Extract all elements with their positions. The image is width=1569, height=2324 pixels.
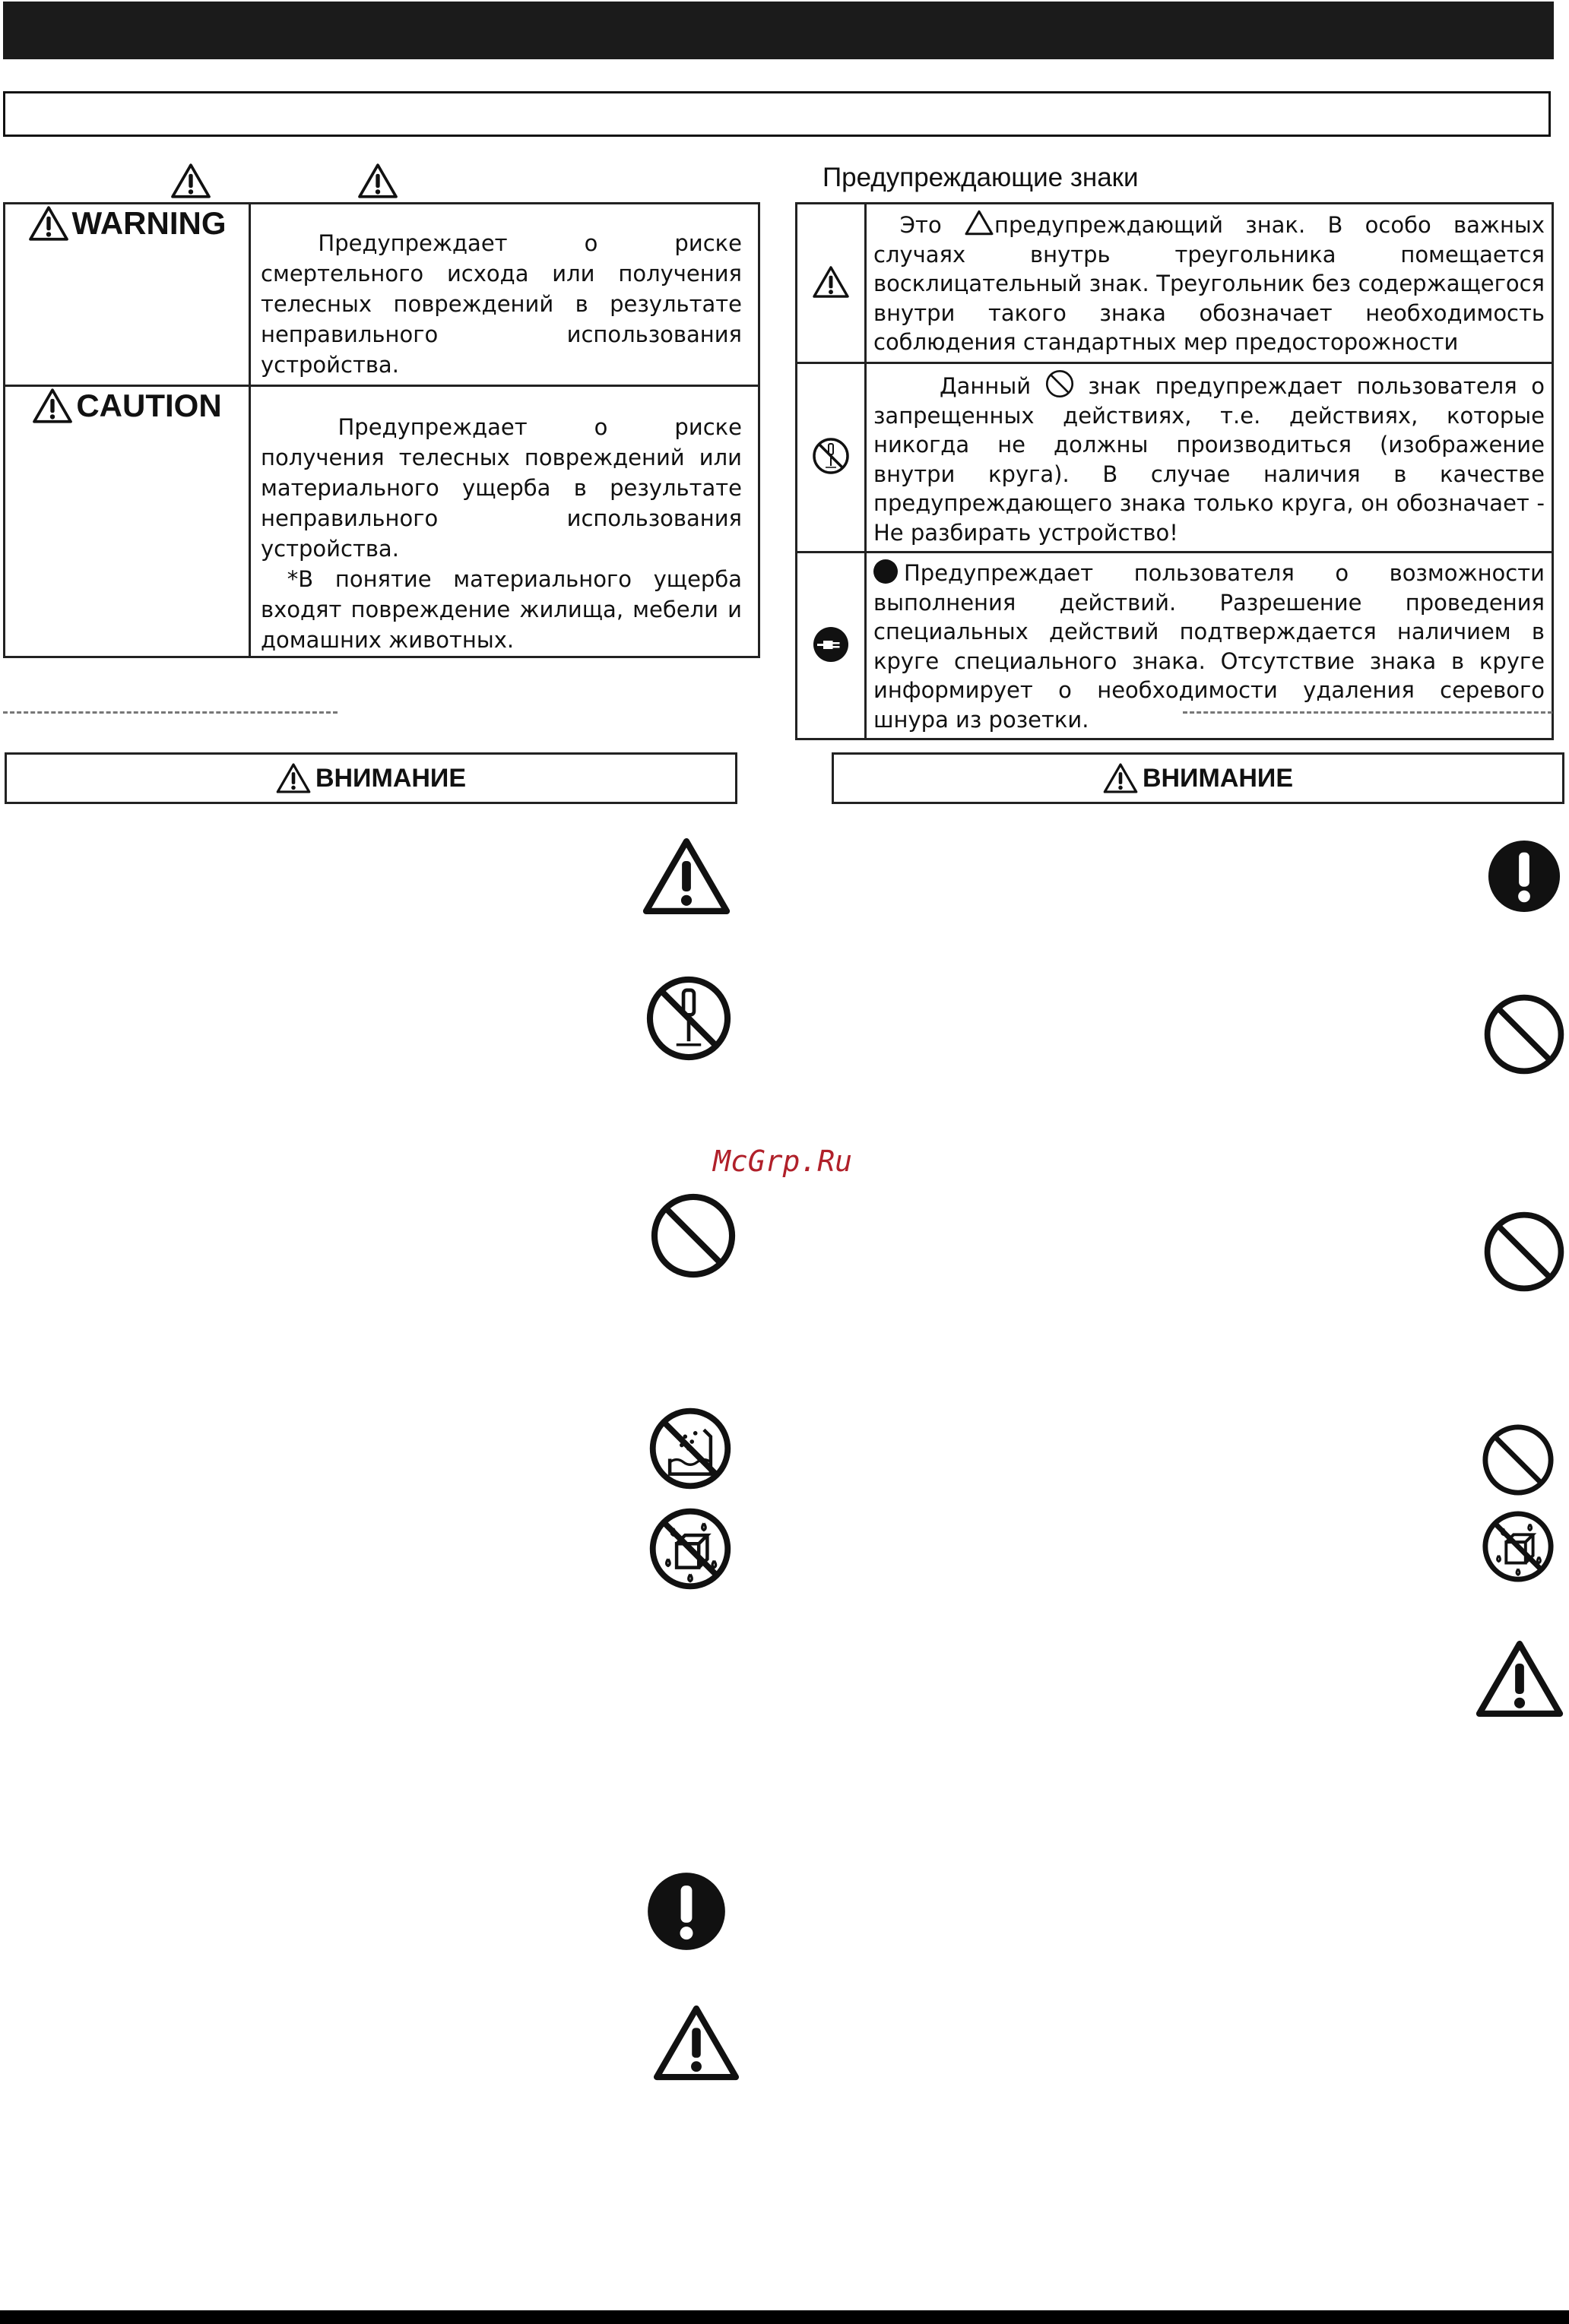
attention-box-left <box>5 752 737 804</box>
caution-desc-cell <box>250 386 759 657</box>
separator-right <box>1183 711 1552 714</box>
circle-sign-text: знак предупреждает пользователя о запрещенных действиях, т.е. действиях, которые никогда не должны производиться (изображение внутри круга). В случае наличия в качестве предупреждающего знака только круга, он обозначает - Не разбирать устройство! <box>873 373 1545 546</box>
circle-sign-text-start: Данный <box>940 373 1032 399</box>
warning-triangle-icon <box>1475 1639 1564 1719</box>
triangle-outline-icon <box>964 210 994 236</box>
no-wet-icon <box>648 1506 733 1591</box>
signs-heading: Предупреждающие знаки <box>823 163 1139 192</box>
warning-description: Предупреждает о риске смертельного исхода или получения телесных повреждений в результате неправильного использования устройства. <box>261 230 742 378</box>
attention-title-left: ВНИМАНИЕ <box>315 763 467 793</box>
warning-triangle-icon <box>642 836 731 917</box>
caution-label: CAUTION <box>76 388 222 423</box>
warning-label: WARNING <box>71 205 227 241</box>
triangle-sign-text: предупреждающий знак. В особо важных случаях внутрь треугольника помещается восклицательный знак. Треугольник без содержащегося внутри такого знака обозначает необходимость соблюдения стандартных мер предосторожности <box>873 212 1545 355</box>
caution-note: *В понятие материального ущерба входят повреждение жилища, мебели и домашних животных. <box>261 566 742 653</box>
filled-sign-text: Предупреждает пользователя о возможности выполнения действий. Разрешение проведения специальных действий подтверждается наличием в круге специального знака. Отсутствие знака в круге информирует о необходимости удаления серевого шнура из розетки. <box>873 560 1545 733</box>
warning-triangle-icon <box>28 205 69 242</box>
warning-triangle-icon <box>812 265 850 299</box>
no-disassemble-icon <box>645 974 733 1062</box>
circle-sign-cell <box>866 363 1553 553</box>
warning-triangle-icon <box>357 163 398 199</box>
attention-title-right: ВНИМАНИЕ <box>1142 763 1294 793</box>
warning-triangle-icon <box>276 762 311 794</box>
prohibited-icon <box>1481 1423 1555 1497</box>
hazard-level-table <box>3 202 760 658</box>
mandatory-icon <box>1487 839 1561 913</box>
warning-triangle-icon <box>170 163 211 199</box>
warning-label-cell <box>5 204 250 386</box>
mandatory-icon <box>646 1871 727 1952</box>
separator-left <box>3 711 338 714</box>
title-box <box>3 91 1551 137</box>
watermark: McGrp.Ru <box>713 1145 853 1178</box>
no-disassemble-icon <box>812 437 850 475</box>
no-wet-icon <box>1481 1509 1555 1584</box>
header-bar <box>3 2 1554 59</box>
prohibited-icon <box>1045 369 1074 398</box>
filled-circle-icon <box>873 559 898 584</box>
warning-triangle-icon <box>32 388 73 424</box>
prohibited-icon <box>1482 1210 1566 1293</box>
triangle-sign-cell <box>866 204 1553 363</box>
signs-table <box>795 202 1554 740</box>
warning-triangle-icon <box>1103 762 1138 794</box>
triangle-sign-text-start: Это <box>899 212 942 238</box>
warning-triangle-icon <box>652 2003 740 2082</box>
warning-desc-cell <box>250 204 759 386</box>
prohibited-icon <box>649 1192 737 1280</box>
footer-bar <box>0 2310 1569 2324</box>
caution-label-cell <box>5 386 250 657</box>
unplug-icon <box>812 625 850 663</box>
prohibited-icon <box>1482 993 1566 1076</box>
attention-box-right <box>832 752 1564 804</box>
caution-description: Предупреждает о риске получения телесных повреждений или материального ущерба в результате неправильного использования устройства. <box>261 414 742 562</box>
no-water-icon <box>648 1406 733 1491</box>
